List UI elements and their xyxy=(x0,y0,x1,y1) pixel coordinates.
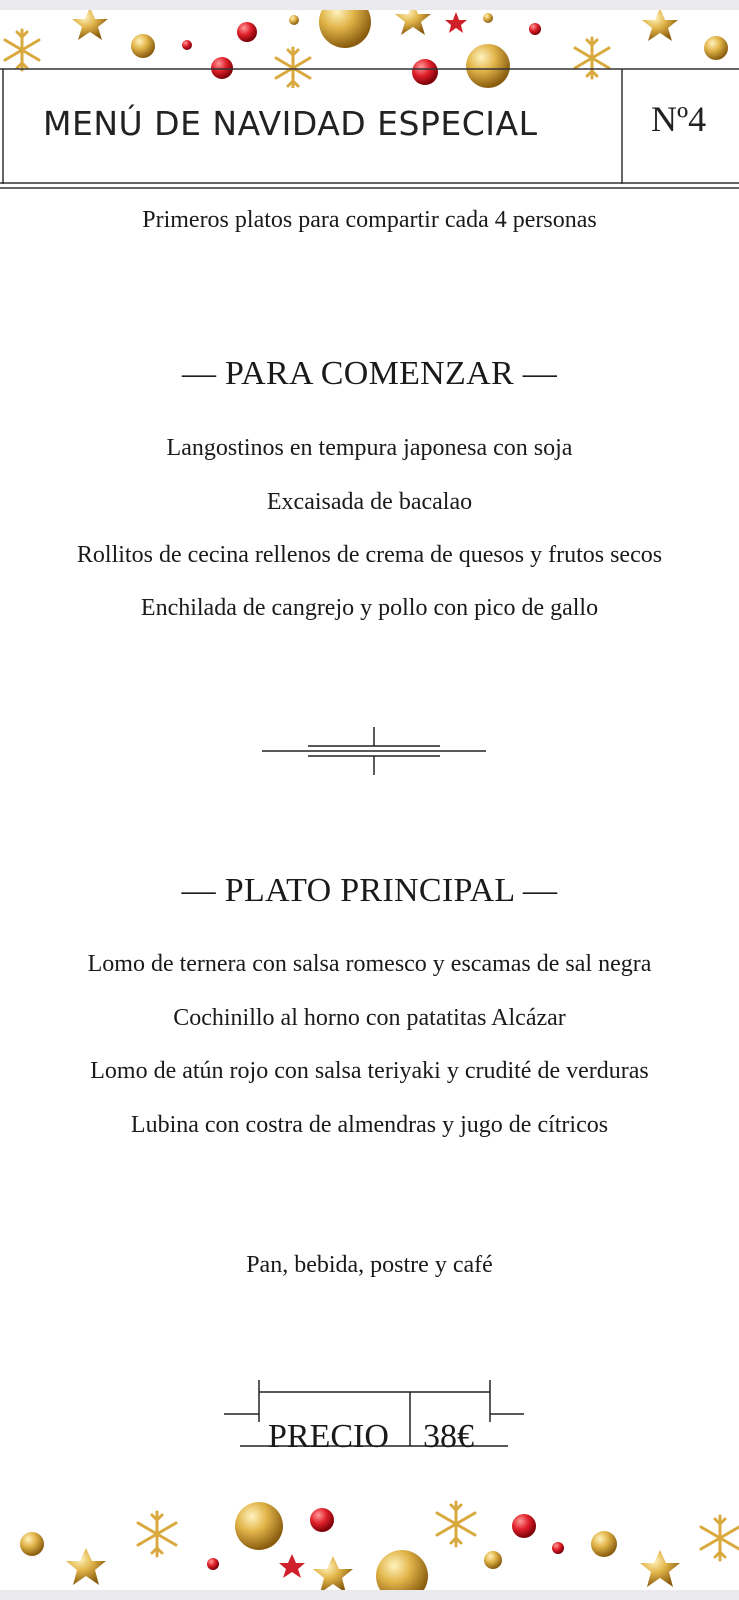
price-label: PRECIO xyxy=(268,1418,389,1455)
bottom-frame-bar xyxy=(0,1590,739,1600)
red-bauble-icon xyxy=(512,1514,536,1538)
snowflake-icon xyxy=(5,30,39,70)
gold-bauble-icon xyxy=(319,10,371,48)
menu-item: Enchilada de cangrejo y pollo con pico de gallo xyxy=(140,595,599,621)
star-icon xyxy=(395,10,431,35)
top-frame-bar xyxy=(0,0,739,10)
gold-bauble-icon xyxy=(20,1532,44,1556)
gold-bauble-icon xyxy=(376,1550,428,1590)
gold-bauble-icon xyxy=(289,15,299,25)
section-heading-starters: — PARA COMENZAR — xyxy=(181,355,558,392)
menu-title: MENÚ DE NAVIDAD ESPECIAL xyxy=(43,104,538,143)
menu-item: Langostinos en tempura japonesa con soja xyxy=(166,435,573,461)
gold-bauble-icon xyxy=(235,1502,283,1550)
snowflake-icon xyxy=(138,1512,176,1556)
menu-item: Rollitos de cecina rellenos de crema de quesos y frutos secos xyxy=(76,542,663,568)
price-value: 38€ xyxy=(423,1418,474,1455)
star-icon xyxy=(640,1550,680,1587)
gold-bauble-icon xyxy=(483,13,493,23)
menu-subtitle: Primeros platos para compartir cada 4 personas xyxy=(142,207,597,233)
red-bauble-icon xyxy=(207,1558,219,1570)
gold-bauble-icon xyxy=(484,1551,502,1569)
section-heading-main-course: — PLATO PRINCIPAL — xyxy=(181,872,558,909)
red-star-icon xyxy=(445,12,467,33)
menu-item: Lubina con costra de almendras y jugo de cítricos xyxy=(130,1112,609,1138)
section-divider xyxy=(0,725,739,777)
star-icon xyxy=(66,1548,106,1585)
menu-item: Cochinillo al horno con patatitas Alcázar xyxy=(173,1005,566,1031)
red-bauble-icon xyxy=(237,22,257,42)
star-icon xyxy=(313,1556,353,1590)
snowflake-icon xyxy=(701,1516,739,1560)
star-icon xyxy=(642,10,678,41)
menu-item: Excaisada de bacalao xyxy=(266,489,473,515)
gold-bauble-icon xyxy=(131,34,155,58)
red-bauble-icon xyxy=(182,40,192,50)
gold-bauble-icon xyxy=(591,1531,617,1557)
bottom-ornament-border xyxy=(0,1490,739,1590)
menu-extras: Pan, bebida, postre y café xyxy=(246,1252,493,1278)
menu-item: Lomo de ternera con salsa romesco y escamas de sal negra xyxy=(87,951,652,977)
red-bauble-icon xyxy=(529,23,541,35)
snowflake-icon xyxy=(437,1502,475,1546)
red-star-icon xyxy=(279,1554,305,1578)
menu-number: Nº4 xyxy=(651,99,707,139)
star-icon xyxy=(72,10,108,40)
menu-item: Lomo de atún rojo con salsa teriyaki y crudité de verduras xyxy=(90,1058,649,1084)
gold-bauble-icon xyxy=(704,36,728,60)
red-bauble-icon xyxy=(310,1508,334,1532)
red-bauble-icon xyxy=(552,1542,564,1554)
